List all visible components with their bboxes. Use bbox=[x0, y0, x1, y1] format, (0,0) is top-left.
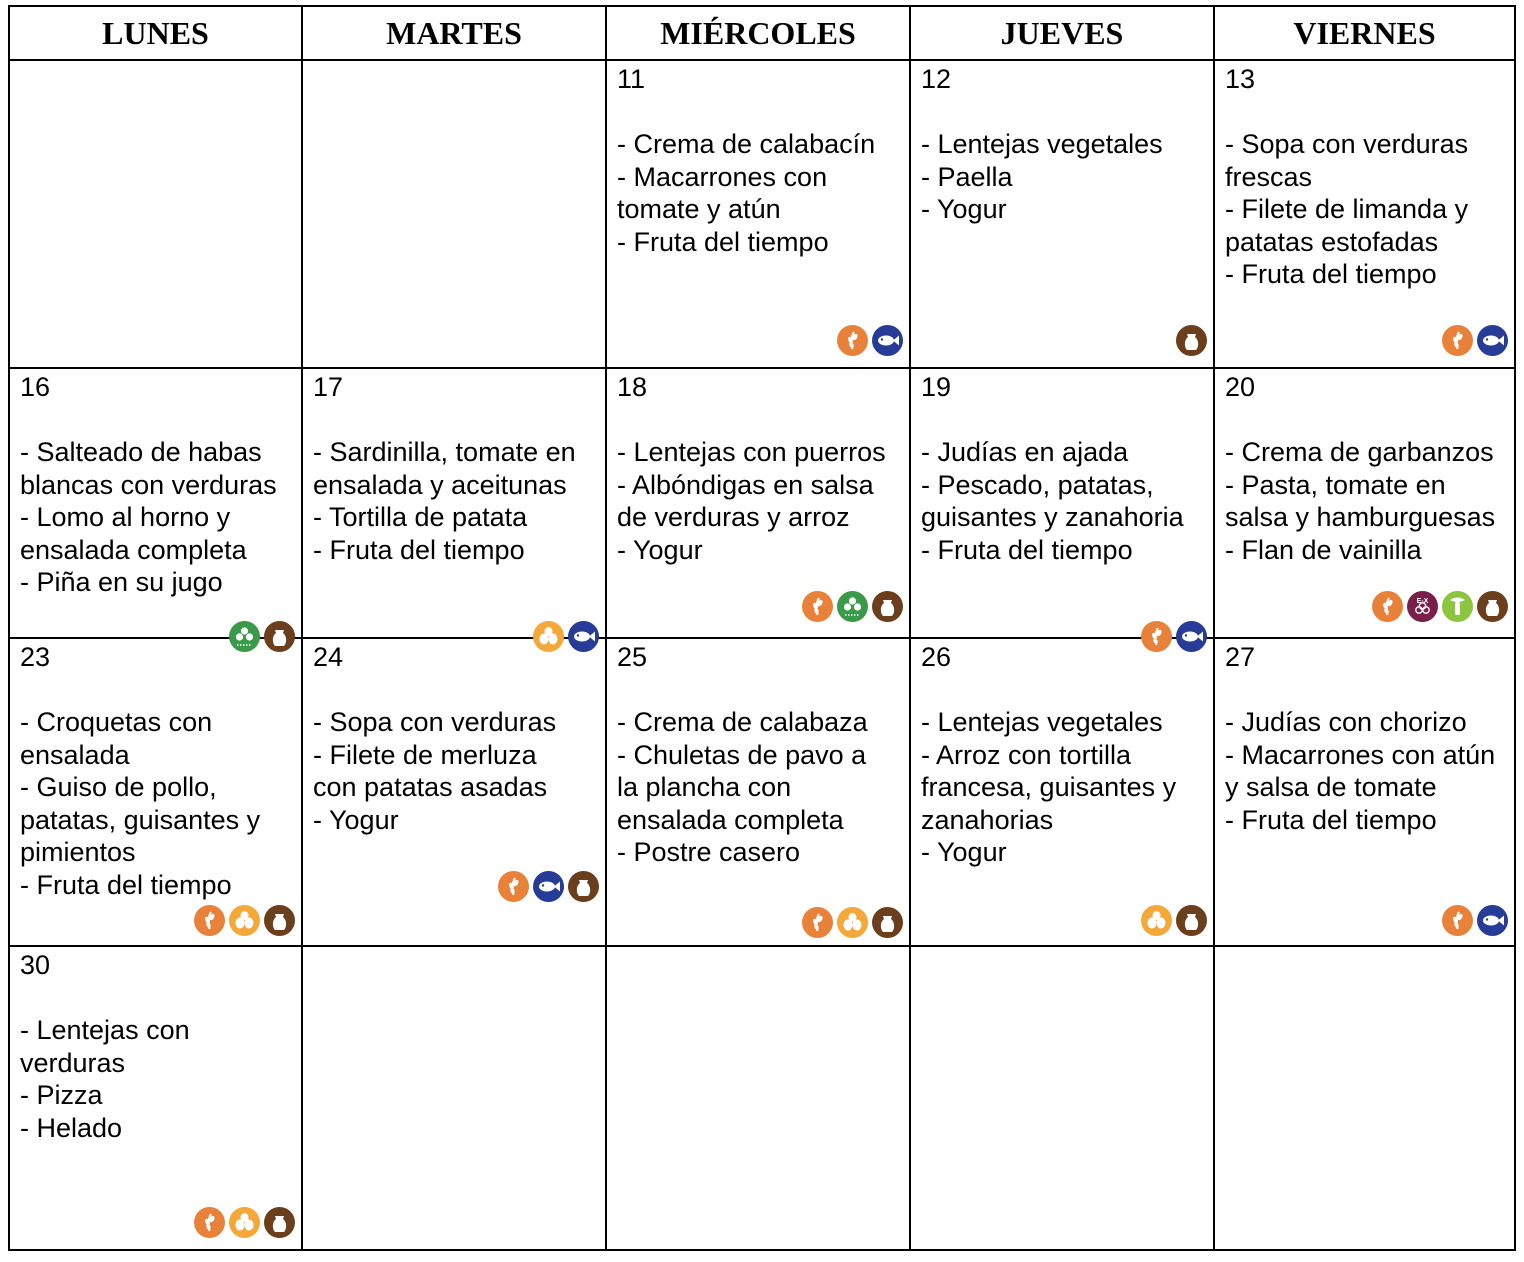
day-number: 18 bbox=[617, 372, 648, 402]
menu-line: - Yogur bbox=[921, 194, 1007, 224]
menu-line: - Fruta del tiempo bbox=[921, 534, 1133, 565]
menu-line: - Tortilla de patata bbox=[313, 502, 528, 532]
day-cell-19 bbox=[911, 369, 1213, 637]
fish-icon bbox=[1477, 325, 1508, 356]
menu-line: guisantes y zanahoria bbox=[921, 502, 1184, 532]
menu-line: - Lomo al horno y bbox=[20, 502, 231, 532]
milk-icon bbox=[1477, 591, 1508, 622]
menu-line: - Yogur bbox=[921, 837, 1007, 867]
day-number: 17 bbox=[313, 372, 344, 402]
menu-line: blancas con verduras bbox=[20, 469, 277, 500]
milk-icon bbox=[1176, 325, 1207, 356]
menu-line: - Fruta del tiempo bbox=[1225, 259, 1437, 289]
day-cell-13 bbox=[1215, 61, 1514, 367]
menu-line: patatas, guisantes y bbox=[20, 804, 261, 835]
menu-line: - Macarrones con atún bbox=[1225, 739, 1496, 770]
menu-line: - Flan de vainilla bbox=[1225, 534, 1422, 565]
menu-line: - Helado bbox=[20, 1112, 123, 1143]
menu-line: de verduras y arroz bbox=[617, 502, 850, 532]
nuts-icon bbox=[837, 591, 868, 622]
gluten-icon bbox=[1372, 591, 1403, 622]
allergen-icons bbox=[1176, 325, 1207, 356]
menu-line: - Sopa con verduras bbox=[313, 707, 557, 737]
gluten-icon bbox=[498, 871, 529, 902]
allergen-icons bbox=[194, 1207, 295, 1238]
spacer bbox=[921, 403, 1205, 436]
menu-line: - Guiso de pollo, bbox=[20, 772, 217, 802]
allergen-icons bbox=[802, 907, 903, 938]
menu-line: ensalada bbox=[20, 739, 130, 770]
fish-icon bbox=[1477, 905, 1508, 936]
gluten-icon bbox=[837, 325, 868, 356]
allergen-icons bbox=[1442, 325, 1508, 356]
menu-line: - Crema de calabaza bbox=[617, 707, 868, 737]
gluten-icon bbox=[194, 905, 225, 936]
sulphite-icon bbox=[1407, 591, 1438, 622]
spacer bbox=[313, 673, 597, 706]
spacer bbox=[20, 981, 293, 1014]
menu-line: - Fruta del tiempo bbox=[617, 226, 829, 257]
gluten-icon bbox=[194, 1207, 225, 1238]
spacer bbox=[1225, 95, 1506, 128]
menu-line: - Lentejas con puerros bbox=[617, 437, 886, 467]
menu-line: pimientos bbox=[20, 837, 136, 867]
spacer bbox=[1225, 673, 1506, 706]
spacer bbox=[20, 403, 293, 436]
fish-icon bbox=[872, 325, 903, 356]
day-cell-26 bbox=[911, 639, 1213, 945]
allergen-icons bbox=[498, 871, 599, 902]
day-number: 24 bbox=[313, 642, 344, 672]
menu-line: - Macarrones con bbox=[617, 161, 828, 192]
menu-line: - Crema de calabacín bbox=[617, 129, 876, 159]
day-cell-17 bbox=[303, 369, 605, 637]
header-martes: MARTES bbox=[386, 14, 522, 51]
menu-line: frescas bbox=[1225, 161, 1313, 192]
svg-text:E-X: E-X bbox=[1416, 598, 1429, 605]
menu-line: - Postre casero bbox=[617, 837, 801, 867]
day-cell-20 bbox=[1215, 369, 1514, 637]
menu-line: ensalada completa bbox=[617, 804, 844, 835]
spacer bbox=[617, 673, 901, 706]
day-cell-18 bbox=[607, 369, 909, 637]
day-number: 25 bbox=[617, 642, 648, 672]
gluten-icon bbox=[802, 907, 833, 938]
allergen-icons bbox=[194, 905, 295, 936]
spacer bbox=[921, 95, 1205, 128]
menu-line: - Pescado, patatas, bbox=[921, 469, 1154, 500]
menu-line: verduras bbox=[20, 1047, 126, 1078]
header-viernes: VIERNES bbox=[1293, 14, 1436, 51]
egg-icon bbox=[229, 905, 260, 936]
day-cell-24 bbox=[303, 639, 605, 945]
allergen-icons bbox=[1442, 905, 1508, 936]
menu-line: francesa, guisantes y bbox=[921, 772, 1177, 802]
spacer bbox=[20, 673, 293, 706]
menu-line: - Chuletas de pavo a bbox=[617, 739, 867, 770]
menu-line: zanahorias bbox=[921, 804, 1054, 835]
menu-line: - Croquetas con bbox=[20, 707, 213, 737]
menu-line: - Arroz con tortilla bbox=[921, 739, 1132, 770]
menu-line: - Paella bbox=[921, 161, 1013, 192]
milk-icon bbox=[872, 591, 903, 622]
day-cell-16 bbox=[10, 369, 301, 637]
day-cell-23 bbox=[10, 639, 301, 945]
menu-line: patatas estofadas bbox=[1225, 226, 1439, 257]
day-cell-11 bbox=[607, 61, 909, 367]
menu-line: la plancha con bbox=[617, 772, 792, 802]
day-number: 19 bbox=[921, 372, 952, 402]
menu-line: - Albóndigas en salsa bbox=[617, 469, 874, 500]
day-number: 27 bbox=[1225, 642, 1256, 672]
day-number: 23 bbox=[20, 642, 51, 672]
gluten-icon bbox=[802, 591, 833, 622]
menu-line: - Judías en ajada bbox=[921, 437, 1129, 467]
menu-line: - Crema de garbanzos bbox=[1225, 437, 1494, 467]
header-lunes: LUNES bbox=[102, 14, 209, 51]
menu-line: - Sardinilla, tomate en bbox=[313, 437, 576, 467]
menu-line: - Fruta del tiempo bbox=[313, 534, 525, 565]
allergen-icons bbox=[837, 325, 903, 356]
day-number: 20 bbox=[1225, 372, 1256, 402]
spacer bbox=[921, 673, 1205, 706]
celery-icon bbox=[1442, 591, 1473, 622]
menu-line: - Fruta del tiempo bbox=[20, 869, 232, 900]
spacer bbox=[617, 95, 901, 128]
allergen-icons bbox=[1372, 591, 1508, 622]
spacer bbox=[617, 403, 901, 436]
egg-icon bbox=[837, 907, 868, 938]
day-number: 26 bbox=[921, 642, 952, 672]
day-cell-12 bbox=[911, 61, 1213, 367]
menu-line: tomate y atún bbox=[617, 194, 781, 224]
fish-icon bbox=[533, 871, 564, 902]
gluten-icon bbox=[1442, 325, 1473, 356]
day-number: 12 bbox=[921, 64, 952, 94]
menu-line: - Lentejas vegetales bbox=[921, 129, 1163, 159]
menu-line: - Salteado de habas bbox=[20, 437, 262, 467]
menu-line: - Pizza bbox=[20, 1080, 103, 1110]
header-jueves: JUEVES bbox=[1000, 14, 1124, 51]
spacer bbox=[313, 403, 597, 436]
menu-line: - Yogur bbox=[313, 804, 399, 835]
menu-line: - Filete de merluza bbox=[313, 739, 537, 770]
menu-line: - Pasta, tomate en bbox=[1225, 469, 1446, 500]
milk-icon bbox=[264, 1207, 295, 1238]
menu-line: - Piña en su jugo bbox=[20, 567, 223, 597]
menu-line: - Fruta del tiempo bbox=[1225, 804, 1437, 835]
menu-line: salsa y hamburguesas bbox=[1225, 502, 1496, 532]
menu-line: ensalada y aceitunas bbox=[313, 469, 567, 500]
day-number: 16 bbox=[20, 372, 51, 402]
day-cell-25 bbox=[607, 639, 909, 945]
milk-icon bbox=[872, 907, 903, 938]
day-number: 30 bbox=[20, 950, 51, 980]
allergen-icons bbox=[1141, 905, 1207, 936]
menu-line: - Lentejas vegetales bbox=[921, 707, 1163, 737]
spacer bbox=[1225, 403, 1506, 436]
egg-icon bbox=[1141, 905, 1172, 936]
day-number: 13 bbox=[1225, 64, 1256, 94]
header-miercoles: MIÉRCOLES bbox=[660, 14, 856, 51]
menu-line: con patatas asadas bbox=[313, 772, 548, 802]
day-number: 11 bbox=[617, 64, 646, 94]
menu-line: y salsa de tomate bbox=[1225, 772, 1437, 802]
milk-icon bbox=[568, 871, 599, 902]
milk-icon bbox=[264, 905, 295, 936]
allergen-icons bbox=[802, 591, 903, 622]
day-cell-30 bbox=[10, 947, 301, 1249]
gluten-icon bbox=[1442, 905, 1473, 936]
menu-line: ensalada completa bbox=[20, 534, 247, 565]
milk-icon bbox=[1176, 905, 1207, 936]
menu-line: - Lentejas con bbox=[20, 1015, 190, 1045]
menu-line: - Judías con chorizo bbox=[1225, 707, 1467, 737]
day-cell-27 bbox=[1215, 639, 1514, 945]
menu-line: - Filete de limanda y bbox=[1225, 194, 1469, 224]
egg-icon bbox=[229, 1207, 260, 1238]
menu-calendar-table bbox=[8, 5, 1516, 1251]
menu-line: - Sopa con verduras bbox=[1225, 129, 1469, 159]
menu-line: - Yogur bbox=[617, 534, 703, 565]
